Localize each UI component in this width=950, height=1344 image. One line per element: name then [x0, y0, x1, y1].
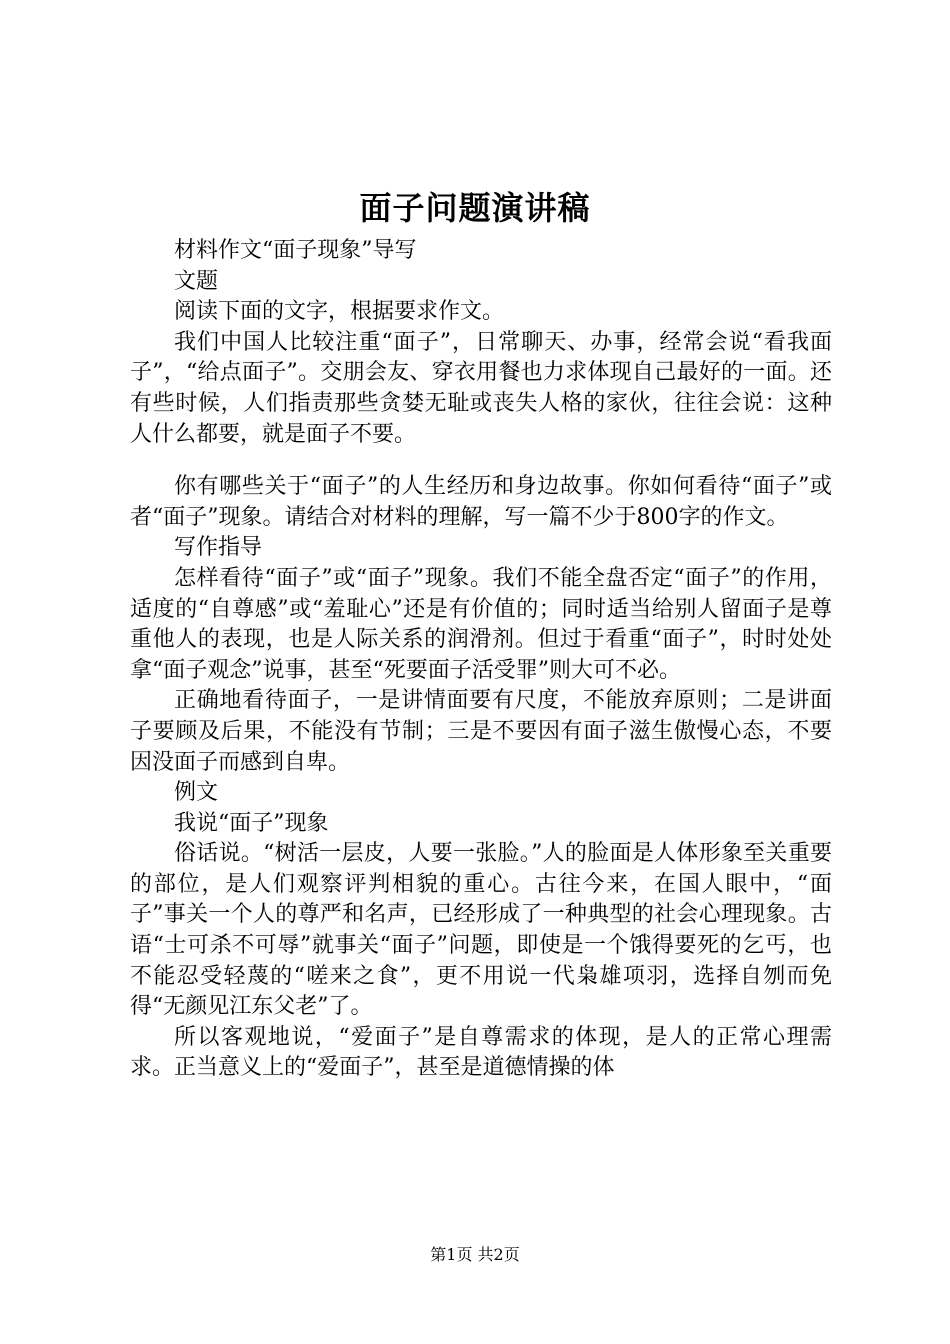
paragraph-guidance-1: 怎样看待“面子”或“面子”现象。我们不能全盘否定“面子”的作用，适度的“自尊感”或“羞耻心”还是有价值的；同时适当给别人留面子是尊重他人的表现，也是人际关系的润滑剂。但过于看重“面子”，时时处处拿“面子观念”说事，甚至“死要面子活受罪”则大可不必。 [130, 565, 832, 683]
paragraph-requirement: 你有哪些关于“面子”的人生经历和身边故事。你如何看待“面子”或者“面子”现象。请结合对材料的理解，写一篇不少于800字的作文。 [130, 474, 832, 530]
paragraph-example-1: 俗话说。“树活一层皮，人要一张脸。”人的脸面是人体形象至关重要的部位，是人们观察评判相貌的重心。古往今来，在国人眼中，“面子”事关一个人的尊严和名声，已经形成了一种典型的社会心理现象。古语“士可杀不可辱”就事关“面子”问题，即使是一个饿得要死的乞丐，也不能忍受轻蔑的“嗟来之食”，更不用说一代枭雄项羽，选择自刎而免得“无颜见江东父老”了。 [130, 841, 832, 1020]
paragraph-material: 我们中国人比较注重“面子”，日常聊天、办事，经常会说“看我面子”，“给点面子”。交朋会友、穿衣用餐也力求体现自己最好的一面。还有些时候，人们指责那些贪婪无耻或丧失人格的家伙，往往会说：这种人什么都要，就是面子不要。 [130, 329, 832, 447]
paragraph-guidance-2: 正确地看待面子，一是讲情面要有尺度，不能放弃原则；二是讲面子要顾及后果，不能没有节制；三是不要因有面子滋生傲慢心态，不要因没面子而感到自卑。 [130, 688, 832, 775]
paragraph-gap [130, 450, 832, 472]
paragraph-subtitle: 材料作文“面子现象”导写 [174, 238, 417, 263]
paragraph-instruction: 阅读下面的文字，根据要求作文。 [174, 299, 505, 325]
paragraph-heading-topic: 文题 [174, 268, 219, 294]
paragraph-heading-example: 例文 [174, 780, 219, 806]
paragraph-example-2: 所以客观地说，“爱面子”是自尊需求的体现，是人的正常心理需求。正当意义上的“爱面子”，甚至是道德情操的体 [130, 1024, 832, 1081]
page-footer: 第1页 共2页 [430, 1245, 520, 1264]
paragraph-example-title: 我说“面子”现象 [174, 810, 329, 836]
document-body [130, 236, 832, 1084]
paragraph-heading-guidance: 写作指导 [174, 535, 263, 561]
document-title: 面子问题演讲稿 [359, 189, 591, 227]
